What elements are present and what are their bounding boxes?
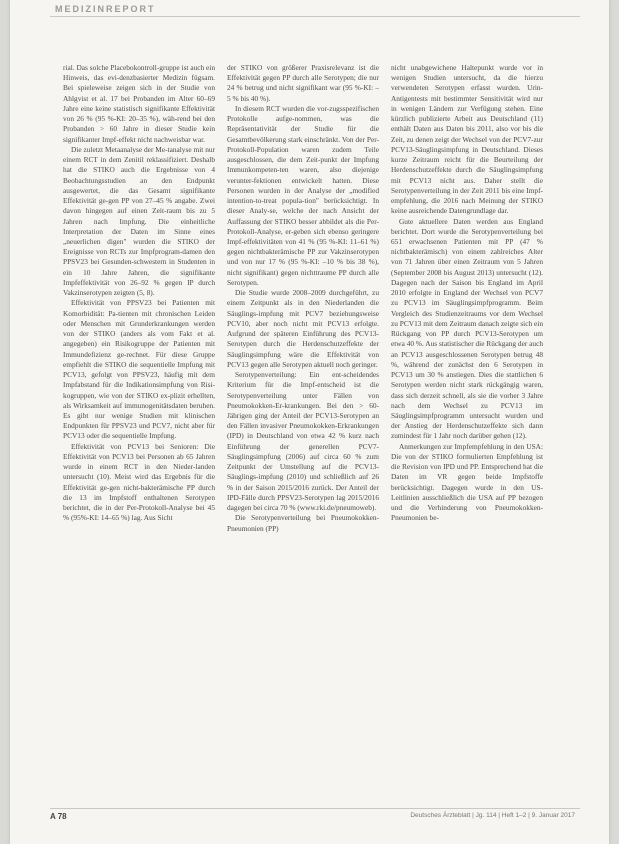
paragraph: Gute aktuellere Daten werden aus England berichtet. Dort wurde die Serotypenverteilung bei 651 erwachsenen Patienten mit PP (47 % nichtbakterämisch) von einem zahlreiches Alter von 71 Jahren über einen Zeitraum von 5 Jahren (September 2008 bis August 2013) untersucht (12). Dagegen nach der Saison bis England im April 2010 erfolgte in England der Wechsel von PCV7 zu PCV13 im Säuglingsimpfprogramm. Beim Vergleich des Studienzeitraums vor dem Wechsel zu PCV13 mit dem Zeitraum danach zeigte sich ein Rückgang von PP durch PCV13-Serotypen um etwa 40 %. Aus statistischer die Rückgang der auch an PCV13 ausgeschlossenen Serotypen betrug 48 %, während der zunächst den 6 Serotypen in PCV13 um 30 % anstiegen. Dies die stattlichen 6 Serotypen werden nicht stark rückgängig waren, dass sich derzeit schnell, als sie die vorher 3 Jahre nach dem Wechsel zu PCV13 im Säuglingsimpfprogramm untersucht wurden und der Anstieg der Herdenschutzeffekte sich dann zumindest für 1 Jahr noch darüber gehen (12). bbox=[391, 216, 543, 441]
paragraph: In diesem RCT wurden die vor-zugsspezifischen Protokolle aufge-nommen, was die Repräsentativität der Studie für die Gesamtbevölkerung stark einschränkt. Von der Per-Protokoll-Population waren zudem Teile ausgeschlossen, die dem Zeit-punkt der Impfung Immunkompeten-ten waren, also diejenige verunter-fektionen entwickelt hatten. Diese Personen wurden in der Analyse der „modified intention-to-treat popula-tion" berücksichtigt. In dieser Analy-se, welche der nach Ansicht der Auffassung der STIKO besser abbildet als die Per-Protokoll-Analyse, er-geben sich ebenso geringere Impf-effektivitäten von 41 % (95 %-KI: 11–61 %) gegen nichtbakterämische PP zur Vakzinserotypen und von nur 17 % (95 %-KI: –10 % bis 38 %), nicht signifikant) gegen nichttraume PP durch alle Serotypen. bbox=[227, 103, 379, 287]
paragraph: Effektivität von PCV13 bei Senioren: Die Effektivität von PCV13 bei Personen ab 65 Jahren wurde in einem RCT in den Nieder-landen untersucht (10). Meist wird das Ergebnis für die Effektivität ge-gen nicht-bakterämische PP durch die 13 im Impfstoff enthaltenen Serotypen berichtet, die in der Per-Protokoll-Analyse bei 45 % (95%-KI: 14–65 %) lag. Aus Sicht bbox=[63, 441, 215, 523]
paragraph: Die zuletzt Metaanalyse der Me-tanalyse mit nur einem RCT in dem Zenitil reklassifiziert. Deshalb hat die STIKO auch die Ergebnisse von 4 Beobachtungsstudien an den Endpunkt ausgewertet, die das Gesamt signifikante Effektivität ge-gen PP von 27–45 % angabe. Zwei davon hingegen auf einen Zeit-raum bis zu 5 Jahren nach Impfung. Die einheitliche Interpretation der Daten im Sinne eines „neuerlichen digen" wurden die STIKO der Ereignisse von RCTs zur Impfprogram-damen den PPSV23 bei Gesunden-schwestern in Studenten in ein 10 Jahre Jahren, die signifikante Impfeffektivität von 26–92 % gegen IP durch Vakzinserotypen zeigten (5, 8). bbox=[63, 144, 215, 298]
paragraph: der STIKO von größerer Praxisrelevanz ist die Effektivität gegen PP durch alle Serotypen; die nur 24 % betrug und nicht signifikant war (95 %-KI: –5 % bis 40 %). bbox=[227, 63, 379, 103]
paragraph: Die Serotypenverteilung bei Pneumokokken-Pneumonien (PP) bbox=[227, 513, 379, 533]
page-number: A 78 bbox=[50, 812, 67, 821]
text-column-3 bbox=[391, 63, 543, 803]
paragraph: Serotypenverteilung: Ein ent-scheidendes Kriterium für die Impf-entscheid ist die Serotypenverteilung unter Fällen von Pneumokokken-Er-krankungen. Bei den > 60-Jährigen ging der Anteil der PCV13-Serotypen an den Fällen invasiver Pneumokokken-Erkrankungen (IPD) in Deutschland von etwa 42 % kurz nach Einführung der generellen PCV7-Säuglingsimpfung (2006) auf circa 60 % zum Zeitpunkt der Umstellung auf die PCV13-Säuglings-impfung (2010) und schließlich auf 26 % in der Saison 2015/2016 zurück. Der Anteil der IPD-Fälle durch PPSV23-Serotypen lag 2015/2016 dagegen bei circa 70 % (www.rki.de/pneumoweb). bbox=[227, 370, 379, 513]
paragraph: rial. Das solche Placebokontroll-gruppe ist auch ein Hinweis, das evi-denzbasierter Medizin fügsam. Bei spieleweise zeigen sich in der Studie von Ahlgvist et al. 17 bei Probanden im Alter 60–69 Jahre eine keine statistisch signifikante Effektivität von 26 % (95 %-KI: 20–35 %), wäh-rend bei den Probanden > 60 Jahre in dieser Studie kein signifikanter Impf-effekt nicht nachweisbar war. bbox=[63, 63, 215, 144]
paragraph: Die Studie wurde 2008–2009 durchgeführt, zu einem Zeitpunkt als in den Niederlanden die Säuglings-impfung mit PCV7 beziehungsweise PCV10, aber noch nicht mit PCV13 erfolgte. Aufgrund der späteren Einführung des PCV13-Serotypen durch die Herdenschutzeffekte der Säuglingsimpfung wäre die Effektivität von PCV13 gegen alle Serotypen aktuell noch geringer. bbox=[227, 288, 379, 369]
journal-reference: Deutsches Ärzteblatt | Jg. 114 | Heft 1–2 | 9. Januar 2017 bbox=[410, 812, 575, 819]
section-label: MEDIZINREPORT bbox=[55, 4, 156, 14]
header-rule bbox=[50, 16, 580, 17]
paragraph: Effektivität von PPSV23 bei Patienten mit Komorbidität: Pa-tienten mit chronischen Leiden oder Menschen mit Grunderkrankungen werden von der STIKO (anders als vom Fakt et al. angegeben) ein Risikogruppe der Patienten mit Immundefizienz ge-rechnet. Für diese Gruppe empfiehlt die STIKO die sequentielle Impfung mit PCV13, gefolgt von PPSV23, häufig mit dem Impfabstand für die Indikationsimpfung von Risi-kogruppen, wie von der STIKO ex-plizit erhellten, als Wirksamkeit auf immunogenitätsdaten beruhen. Es gibt nur wenige Studien mit klinischen Endpunkten für PPSV23 und PCV7, nicht aber für PCV13 oder die sequentielle Impfung. bbox=[63, 298, 215, 441]
footer-rule bbox=[50, 808, 580, 809]
paragraph: nicht unabgewichene Haltepunkt wurde vor in wenigen Studien untersucht, da die hierzu verwendeten Serotypen erfasst wurden. Urin-Antigentests mit bestimmter Sensitivität wird nur in wenigen Ländern zur Verfügung stehen. Eine kürzlich publizierte Arbeit aus Deutschland (11) enthält Daten aus Daten bis 2011, also vor bis die Zeit, zu denen zeigt der Wechsel von der PCV7-zur PCV13-Säuglingsimpfung in Deutschland. Dieses kurze Zeitraum reicht für die Beurteilung der Herdenschutzeffekte durch die Säuglingsimpfung mit PCV13 nicht aus. Daher stellt die Serotypenverteilung in der Zeit 2011 bis eine Impf-empfehlung, die 2016 nach Meinung der STIKO keine ausreichende Datengrundlage dar. bbox=[391, 63, 543, 216]
text-column-2 bbox=[227, 63, 379, 803]
text-column-1 bbox=[63, 63, 215, 803]
paragraph: Anmerkungen zur Impfempfehlung in den USA: Die von der STIKO formulierten Empfehlung ist die Revision von IPD und PP. Entsprechend hat die Daten im VR gegen beide Impfstoffe berücksichtigt. Dagegen wurde in den US-Leitlinien ausschließlich die USA auf PP bezogen und die Verhinderung von Pneumokokken-Pneumonien be- bbox=[391, 441, 543, 523]
journal-page bbox=[10, 0, 609, 844]
